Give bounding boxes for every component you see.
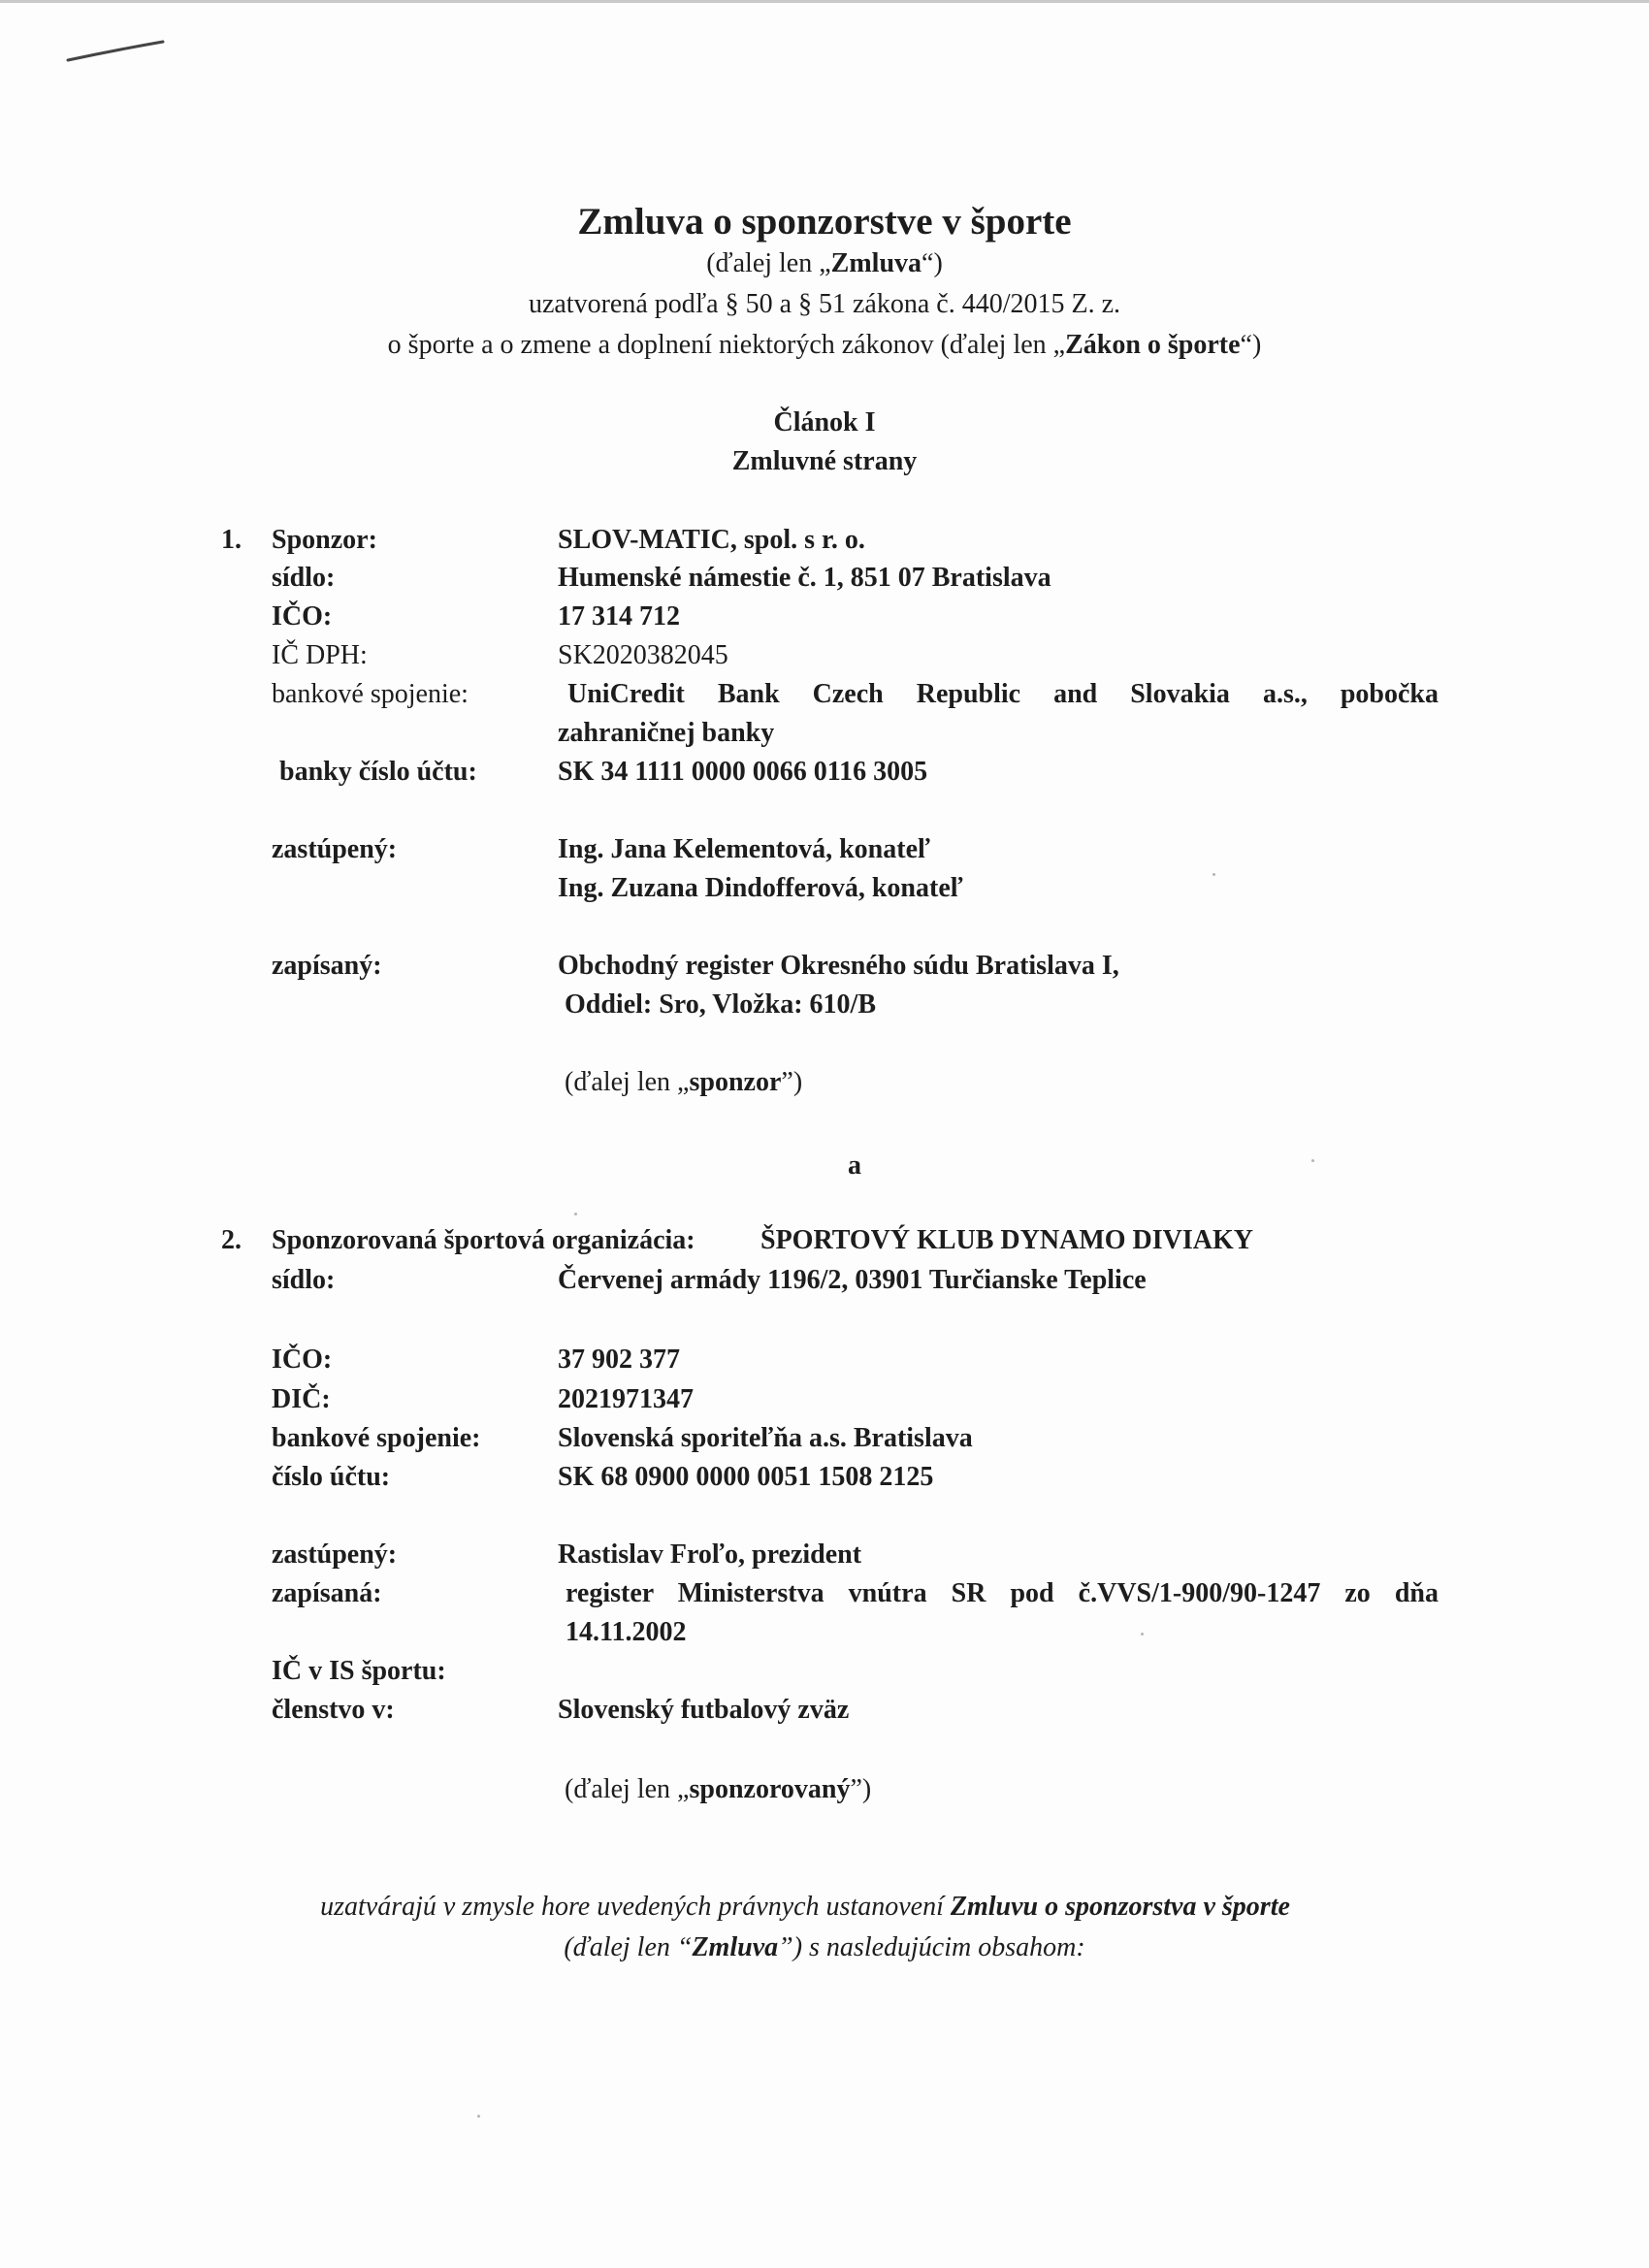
document-title: Zmluva o sponzorstve v športe — [577, 201, 1072, 243]
sponsor-account-label: banky číslo účtu: — [279, 757, 477, 787]
sponsored-reg-label: zapísaná: — [272, 1578, 382, 1608]
sponsor-reg-label: zapísaný: — [272, 951, 382, 981]
sponsor-name: SLOV-MATIC, spol. s r. o. — [558, 525, 865, 555]
sponsored-dic-label: DIČ: — [272, 1384, 331, 1414]
sponsored-ico: 37 902 377 — [558, 1345, 680, 1375]
pen-stroke-mark — [66, 39, 167, 64]
sponsored-member: Slovenský futbalový zväz — [558, 1695, 850, 1725]
sponsor-bank-label: bankové spojenie: — [272, 679, 469, 709]
scan-speck — [1212, 873, 1215, 876]
sponsored-is-label: IČ v IS športu: — [272, 1656, 446, 1686]
sponsor-icdph: SK2020382045 — [558, 640, 728, 670]
sponsored-seat: Červenej armády 1196/2, 03901 Turčianske Teplice — [558, 1265, 1147, 1295]
sponsor-reg-1: Obchodný register Okresného súdu Bratislava I, — [558, 951, 1119, 981]
sponsor-account: SK 34 1111 0000 0066 0116 3005 — [558, 757, 928, 787]
sponsor-alias: (ďalej len „sponzor”) — [565, 1067, 803, 1097]
sponsored-bank: Slovenská sporiteľňa a.s. Bratislava — [558, 1423, 973, 1453]
sponsored-ico-label: IČO: — [272, 1345, 333, 1375]
sponsor-seat: Humenské námestie č. 1, 851 07 Bratislava — [558, 563, 1051, 593]
sponsor-rep-label: zastúpený: — [272, 834, 398, 864]
law-reference-line-2: o športe a o zmene a doplnení niektorých zákonov (ďalej len „Zákon o športe“) — [387, 330, 1262, 360]
parties-conjunction: a — [848, 1150, 861, 1181]
sponsored-alias: (ďalej len „sponzorovaný”) — [565, 1774, 872, 1804]
closing-line-1: uzatvárajú v zmysle hore uvedených právnych ustanovení Zmluvu o sponzorstva v športe — [320, 1892, 1290, 1922]
sponsor-ico: 17 314 712 — [558, 601, 680, 632]
sponsor-index: 1. — [221, 525, 242, 555]
sponsor-reg-2: Oddiel: Sro, Vložka: 610/B — [565, 989, 877, 1020]
sponsored-dic: 2021971347 — [558, 1384, 694, 1414]
sponsor-bank-line-1: UniCredit Bank Czech Republic and Slovakia a.s., pobočka — [567, 679, 1439, 709]
document-subtitle: (ďalej len „Zmluva“) — [706, 248, 943, 278]
closing-line-2: (ďalej len “Zmluva”) s nasledujúcim obsahom: — [564, 1932, 1085, 1962]
sponsored-role-label: Sponzorovaná športová organizácia: — [272, 1225, 695, 1255]
sponsored-index: 2. — [221, 1225, 242, 1255]
sponsored-member-label: členstvo v: — [272, 1695, 395, 1725]
sponsor-icdph-label: IČ DPH: — [272, 640, 368, 670]
sponsor-bank-line-2: zahraničnej banky — [558, 718, 775, 748]
scan-speck — [1311, 1159, 1314, 1162]
scan-speck — [477, 2115, 480, 2118]
sponsored-reg-line-2: 14.11.2002 — [566, 1617, 687, 1647]
scan-speck — [1141, 1633, 1144, 1636]
scan-speck — [574, 1213, 577, 1215]
article-number: Článok I — [773, 407, 876, 437]
sponsor-ico-label: IČO: — [272, 601, 333, 632]
sponsor-rep-2: Ing. Zuzana Dindofferová, konateľ — [558, 873, 963, 903]
sponsored-rep-label: zastúpený: — [272, 1539, 398, 1570]
sponsor-rep-1: Ing. Jana Kelementová, konateľ — [558, 834, 931, 864]
sponsored-reg-line-1: register Ministerstva vnútra SR pod č.VVS/1-900/90-1247 zo dňa — [566, 1578, 1439, 1608]
sponsored-rep: Rastislav Froľo, prezident — [558, 1539, 862, 1570]
sponsor-role-label: Sponzor: — [272, 525, 377, 555]
law-reference-line-1: uzatvorená podľa § 50 a § 51 zákona č. 440/2015 Z. z. — [528, 289, 1121, 319]
article-heading: Zmluvné strany — [731, 446, 918, 476]
sponsored-account-label: číslo účtu: — [272, 1462, 391, 1492]
sponsored-name: ŠPORTOVÝ KLUB DYNAMO DIVIAKY — [760, 1225, 1253, 1255]
scan-top-edge — [0, 0, 1649, 3]
sponsored-account: SK 68 0900 0000 0051 1508 2125 — [558, 1462, 934, 1492]
sponsored-bank-label: bankové spojenie: — [272, 1423, 481, 1453]
sponsored-seat-label: sídlo: — [272, 1265, 336, 1295]
sponsor-seat-label: sídlo: — [272, 563, 336, 593]
